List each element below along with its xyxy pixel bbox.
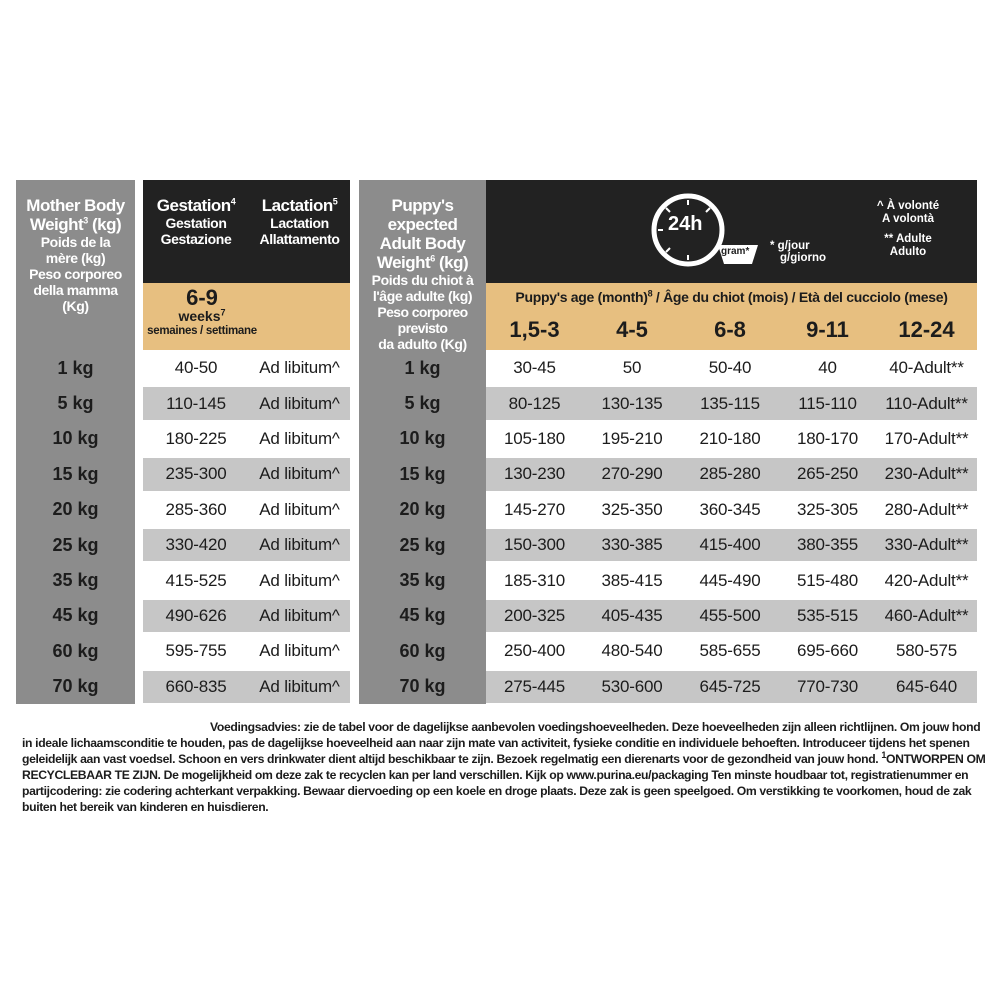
mother-weight-cell: 1 kg <box>57 357 94 378</box>
puppy-feeding-cell: 330-Adult** <box>876 529 977 561</box>
puppy-feeding-cell: 645-640 <box>876 671 977 703</box>
puppy-feeding-cell: 50 <box>583 352 681 384</box>
puppy-feeding-cell: 770-730 <box>779 671 876 703</box>
puppy-feeding-cell: 195-210 <box>583 423 681 455</box>
puppy-feeding-cell: 50-40 <box>681 352 779 384</box>
gestation-cell: 40-50 <box>143 352 249 384</box>
puppy-feeding-cell: 420-Adult** <box>876 564 977 596</box>
feeding-advice-footer <box>22 719 992 815</box>
puppy-feeding-cell: 145-270 <box>486 494 583 526</box>
lactation-cell: Ad libitum^ <box>249 494 350 526</box>
puppy-feeding-cell: 405-435 <box>583 600 681 632</box>
puppy-feeding-cell: 530-600 <box>583 671 681 703</box>
mother-weight-cell: 5 kg <box>57 393 94 414</box>
puppy-weight-cell: 70 kg <box>399 676 446 697</box>
puppy-age-title: Puppy's age (month)$^8$ / Âge du chiot (mois) / Età del cucciolo (mese) <box>515 288 948 305</box>
puppy-weight-cell: 45 kg <box>399 605 446 626</box>
mother-weight-cell: 20 kg <box>52 499 99 520</box>
mother-weight-it: Peso corporeo della mamma (Kg) <box>29 266 122 314</box>
weeks-value: 6-9 <box>186 285 218 310</box>
lactation-header: Lactation$^5$ Lactation Allattamento <box>249 196 350 247</box>
puppy-feeding-cell: 695-660 <box>779 635 876 667</box>
lactation-fr: Lactation <box>270 215 329 231</box>
lactation-cell: Ad libitum^ <box>249 458 350 490</box>
puppy-weight-cell: 10 kg <box>399 428 446 449</box>
puppy-feeding-cell: 455-500 <box>681 600 779 632</box>
weeks-label: weeks <box>178 308 221 324</box>
puppy-feeding-cell: 270-290 <box>583 458 681 490</box>
puppy-feeding-cell: 150-300 <box>486 529 583 561</box>
age-col-5: 12-24 <box>898 317 955 342</box>
puppy-weight-cell: 1 kg <box>404 357 441 378</box>
puppy-age-columns <box>486 314 977 346</box>
bowl-hours-label: 24h <box>668 213 703 235</box>
weeks-fr-it: semaines / settimane <box>147 325 257 337</box>
puppy-feeding-cell: 330-385 <box>583 529 681 561</box>
puppy-feeding-cell: 130-230 <box>486 458 583 490</box>
puppy-feeding-cell: 135-115 <box>681 387 779 419</box>
age-col-2: 4-5 <box>616 317 648 342</box>
puppy-feeding-cell: 535-515 <box>779 600 876 632</box>
gestation-cell: 330-420 <box>143 529 249 561</box>
puppy-feeding-cell: 480-540 <box>583 635 681 667</box>
puppy-feeding-cell: 380-355 <box>779 529 876 561</box>
age-col-3: 6-8 <box>714 317 746 342</box>
feeding-advice-text: Voedingsadvies: zie de tabel voor de dagelijkse aanbevolen voedingshoeveelheden. Deze hoeveelheden zijn alleen richtlijnen. Om jouw hond in ideale lichaamsconditie te houden, pas de dagelijkse hoeveelheid aan naar zijn mate van activiteit, fysieke conditie en individuele behoeften. Introduceer tijdens het spenen geleidelijk aan vast voedsel. Schoon en vers drinkwater dient altijd beschikbaar te zijn. Bezoek regelmatig een dierenarts voor de gezondheid van jouw hond. $^1$ONTWORPEN OM RECYCLEBAAR TE ZIJN. De mogelijkheid om deze zak te recyclen kan per land verschillen. Kijk op www.purina.eu/packaging Ten minste houdbaar tot, registratienummer en partijcodering: zie codering achterkant verpakking. Bewaar diervoeding op een koele en droge plaats. Deze zak is geen speelgoed. Om verstikking te voorkomen, houd de zak buiten het bereik van kinderen en huisdieren. <box>22 720 986 814</box>
lactation-cell: Ad libitum^ <box>249 423 350 455</box>
gestation-header: Gestation$^4$ Gestation Gestazione <box>143 196 249 247</box>
mother-weight-cell: 35 kg <box>52 570 99 591</box>
puppy-feeding-cell: 170-Adult** <box>876 423 977 455</box>
mother-weight-title: Mother Body <box>26 196 125 215</box>
puppy-feeding-cell: 210-180 <box>681 423 779 455</box>
mother-weight-cell: 10 kg <box>52 428 99 449</box>
puppy-feeding-cell: 230-Adult** <box>876 458 977 490</box>
lactation-cell: Ad libitum^ <box>249 529 350 561</box>
puppy-feeding-cell: 280-Adult** <box>876 494 977 526</box>
legend: ^ À volonté A volontà ** Adulte Adulto <box>876 200 940 258</box>
gestation-cell: 660-835 <box>143 671 249 703</box>
gestation-weeks: 6-9 weeks$^7$ semaines / settimane <box>143 287 261 338</box>
gestation-fr: Gestation <box>165 215 227 231</box>
puppy-feeding-cell: 515-480 <box>779 564 876 596</box>
lactation-cell: Ad libitum^ <box>249 387 350 419</box>
mother-weight-cell: 15 kg <box>52 463 99 484</box>
gestation-cell: 110-145 <box>143 387 249 419</box>
bowl-unit-labels: * g/jour g/giorno <box>770 240 826 264</box>
puppy-feeding-cell: 325-305 <box>779 494 876 526</box>
puppy-feeding-cell: 460-Adult** <box>876 600 977 632</box>
gestation-cell: 490-626 <box>143 600 249 632</box>
recycle-note: ONTWORPEN OM RECYCLEBAAR TE ZIJN. <box>22 752 986 782</box>
mother-weight-cell: 45 kg <box>52 605 99 626</box>
puppy-weight-cell: 25 kg <box>399 534 446 555</box>
gestation-cell: 595-755 <box>143 635 249 667</box>
gestation-cell: 415-525 <box>143 564 249 596</box>
puppy-weight-header: Puppy's expected Adult Body Weight$^6$ (kg) Poids du chiot à l'âge adulte (kg) Peso corporeo previsto da adulto (Kg) <box>371 196 474 352</box>
puppy-feeding-cell: 105-180 <box>486 423 583 455</box>
puppy-feeding-cell: 265-250 <box>779 458 876 490</box>
bowl-gram-label: gram* <box>721 246 750 257</box>
puppy-feeding-cell: 445-490 <box>681 564 779 596</box>
bowl-24h-icon <box>646 188 766 272</box>
feeding-table-rows <box>0 350 1000 704</box>
puppy-feeding-cell: 40-Adult** <box>876 352 977 384</box>
puppy-feeding-cell: 385-415 <box>583 564 681 596</box>
mother-weight-cell: 25 kg <box>52 534 99 555</box>
gestation-cell: 235-300 <box>143 458 249 490</box>
puppy-feeding-cell: 250-400 <box>486 635 583 667</box>
puppy-weight-cell: 5 kg <box>404 393 441 414</box>
puppy-feeding-cell: 185-310 <box>486 564 583 596</box>
puppy-feeding-cell: 325-350 <box>583 494 681 526</box>
clock-bowl-icon <box>646 188 766 272</box>
puppy-feeding-cell: 275-445 <box>486 671 583 703</box>
mother-weight-cell: 70 kg <box>52 676 99 697</box>
gestation-cell: 180-225 <box>143 423 249 455</box>
puppy-weight-cell: 60 kg <box>399 640 446 661</box>
puppy-feeding-cell: 200-325 <box>486 600 583 632</box>
puppy-feeding-cell: 180-170 <box>779 423 876 455</box>
puppy-weight-cell: 15 kg <box>399 463 446 484</box>
age-col-4: 9-11 <box>806 317 849 342</box>
lactation-title: Lactation <box>261 196 333 215</box>
mother-weight-cell: 60 kg <box>52 640 99 661</box>
lactation-cell: Ad libitum^ <box>249 564 350 596</box>
lactation-it: Allattamento <box>259 231 340 247</box>
mother-weight-fr: Poids de la mère (kg) <box>40 234 111 266</box>
puppy-feeding-cell: 285-280 <box>681 458 779 490</box>
puppy-feeding-cell: 130-135 <box>583 387 681 419</box>
puppy-feeding-cell: 30-45 <box>486 352 583 384</box>
gestation-cell: 285-360 <box>143 494 249 526</box>
puppy-feeding-cell: 80-125 <box>486 387 583 419</box>
puppy-feeding-cell: 585-655 <box>681 635 779 667</box>
puppy-feeding-cell: 115-110 <box>779 387 876 419</box>
puppy-feeding-cell: 645-725 <box>681 671 779 703</box>
puppy-feeding-cell: 360-345 <box>681 494 779 526</box>
footer-lead: Voedingsadvies: <box>210 720 301 734</box>
puppy-feeding-cell: 580-575 <box>876 635 977 667</box>
puppy-feeding-cell: 40 <box>779 352 876 384</box>
puppy-weight-cell: 35 kg <box>399 570 446 591</box>
puppy-weight-cell: 20 kg <box>399 499 446 520</box>
mother-weight-header: Mother Body Weight$^3$ (kg) Poids de la mère (kg) Peso corporeo della mamma (Kg) <box>16 196 135 314</box>
puppy-feeding-cell: 110-Adult** <box>876 387 977 419</box>
lactation-cell: Ad libitum^ <box>249 635 350 667</box>
lactation-cell: Ad libitum^ <box>249 671 350 703</box>
gestation-title: Gestation <box>156 196 231 215</box>
lactation-cell: Ad libitum^ <box>249 352 350 384</box>
lactation-cell: Ad libitum^ <box>249 600 350 632</box>
age-col-1: 1,5-3 <box>509 317 560 342</box>
puppy-feeding-cell: 415-400 <box>681 529 779 561</box>
gestation-it: Gestazione <box>160 231 232 247</box>
